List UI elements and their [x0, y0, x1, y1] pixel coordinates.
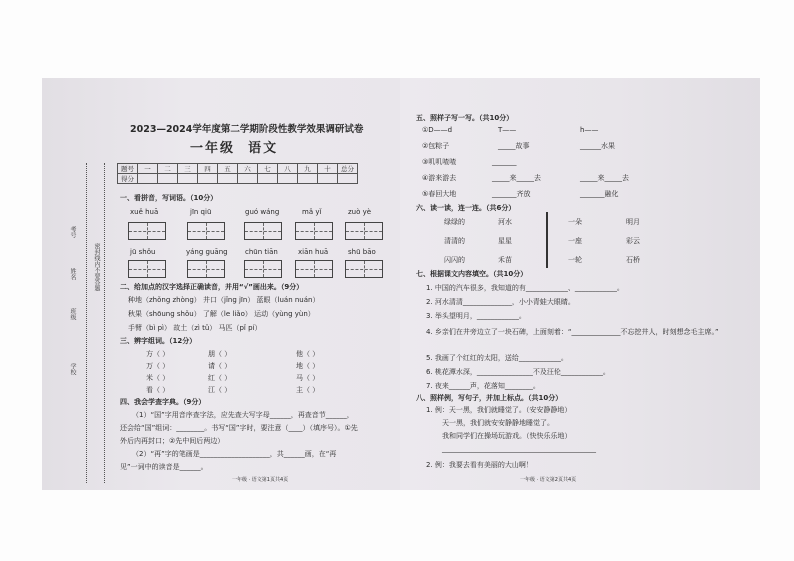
pinyin: yáng guāng [186, 248, 228, 256]
word-group-item: 看（ ） [146, 386, 170, 394]
fill-line: 4. 乡亲们在井旁边立了一块石碑，上面刻着：“______________不忘挖井人，时刻想念毛主席。” [426, 328, 719, 336]
match-item[interactable]: 闪闪的 [444, 256, 465, 264]
pattern-item: ①D——d [422, 126, 453, 134]
dictionary-line: （1）“国”字用音序查字法，应先查大写字母______，再查音节______， [132, 411, 354, 419]
score-cell: 八 [278, 164, 298, 174]
dictionary-line: （2）“再”字的笔画是____________________，共______画，在“再 [132, 450, 337, 458]
word-group-item: 方（ ） [146, 350, 170, 358]
sentence-line: 1. 例：天一黑，我们就睡觉了。（安安静静地） [426, 406, 572, 414]
dictionary-line: 见”一词中的读音是______。 [120, 463, 208, 471]
writing-box[interactable] [128, 222, 166, 240]
score-cell: 七 [258, 164, 278, 174]
pinyin: zuò yè [348, 208, 372, 216]
match-item[interactable]: 石桥 [626, 256, 640, 264]
fill-line: 5. 我画了个红红的太阳，送给____________。 [426, 354, 568, 362]
section-8-title: 八、照样例，写句子，并加上标点。（共10分） [416, 394, 563, 402]
score-blank[interactable] [178, 174, 198, 184]
score-cell: 九 [298, 164, 318, 174]
reading-choice-line: 手臂（bì pì） 故土（zì tǔ） 马匹（pǐ pí） [128, 324, 262, 332]
sentence-line: 2. 例：我要去看有美丽的大山啊！ [426, 461, 533, 469]
match-item[interactable]: 清清的 [444, 237, 465, 245]
word-group-item: 朋（ ） [208, 350, 232, 358]
matching-divider [546, 212, 548, 268]
score-cell: 三 [178, 164, 198, 174]
word-group-item: 万（ ） [146, 362, 170, 370]
exam-title: 2023—2024学年度第二学期阶段性教学效果调研试卷 [130, 124, 364, 135]
section-1-title: 一、看拼音，写词语。（10分） [120, 194, 218, 202]
match-item[interactable]: 明月 [626, 218, 640, 226]
binding-line [86, 163, 87, 483]
binding-label-id: 考号 [69, 226, 76, 238]
word-group-item: 马（ ） [296, 374, 320, 382]
section-4-title: 四、我会学查字典。（9分） [120, 398, 206, 406]
word-group-item: 请（ ） [208, 362, 232, 370]
binding-label-name: 姓名 [69, 268, 76, 280]
pattern-item: ______水果 [580, 142, 615, 150]
pinyin: xiān huā [298, 248, 329, 256]
score-cell: 四 [198, 164, 218, 174]
answer-line[interactable]: ____________________________________________ [442, 445, 596, 453]
pattern-item: _____来_____去 [580, 174, 629, 182]
writing-box[interactable] [345, 222, 383, 240]
match-item[interactable]: 禾苗 [498, 256, 512, 264]
writing-box[interactable] [295, 222, 333, 240]
dictionary-line: 外后内再封口；②先中间后两边） [120, 437, 225, 445]
binding-warning: 密封线内不要答题 [93, 243, 100, 291]
word-group-item: 红（ ） [208, 374, 232, 382]
pinyin: jīn qiū [190, 208, 212, 216]
writing-box[interactable] [187, 222, 225, 240]
score-blank[interactable] [198, 174, 218, 184]
binding-label-school: 学校 [69, 363, 76, 375]
score-cell: 题号 [118, 164, 138, 174]
reading-choice-line: 种地（zhǒng zhòng） 井口（jǐng jīn） 蓝眼（luán nuán） [128, 296, 320, 304]
score-blank[interactable] [218, 174, 238, 184]
exam-page-left [42, 78, 400, 490]
score-blank[interactable] [318, 174, 338, 184]
score-blank[interactable] [278, 174, 298, 184]
sentence-line: 我和同学们在操场玩游戏。（快快乐乐地） [442, 432, 572, 440]
match-item[interactable]: 彩云 [626, 237, 640, 245]
score-blank[interactable] [338, 174, 358, 184]
score-cell: 二 [158, 164, 178, 174]
score-cell: 一 [138, 164, 158, 174]
fill-line: 6. 桃花潭水深，________________不及汪伦____________。 [426, 368, 610, 376]
match-item[interactable]: 一座 [568, 237, 582, 245]
pinyin: shū bāo [348, 248, 376, 256]
score-blank[interactable] [158, 174, 178, 184]
score-table-score-row [118, 174, 358, 184]
pattern-item: ②包粽子 [422, 142, 450, 150]
score-table-header-row [118, 164, 358, 174]
word-group-item: 主（ ） [296, 386, 320, 394]
pinyin: mǎ yǐ [302, 208, 322, 216]
score-blank[interactable] [238, 174, 258, 184]
match-item[interactable]: 星星 [498, 237, 512, 245]
page-footer-left: 一年级 · 语文第1页共4页 [232, 477, 289, 483]
score-table [117, 163, 358, 184]
match-item[interactable]: 一朵 [568, 218, 582, 226]
score-blank[interactable] [298, 174, 318, 184]
fill-line: 2. 河水清清______________，小小青蛙大眼睛。 [426, 298, 575, 306]
writing-box[interactable] [244, 222, 282, 240]
score-cell: 五 [218, 164, 238, 174]
match-item[interactable]: 一轮 [568, 256, 582, 264]
score-blank[interactable] [138, 174, 158, 184]
sentence-line: 天一黑，我们就安安静静地睡觉了。 [442, 419, 554, 427]
section-6-title: 六、读一读，连一连。（共6分） [416, 204, 516, 212]
writing-box[interactable] [345, 260, 383, 278]
pinyin: jū shǒu [130, 248, 156, 256]
pattern-item: ③叽叽喳喳 [422, 158, 457, 166]
reading-choice-line: 秋果（shōung shǒu） 了解（le liǎo） 运动（yùng yùn） [128, 310, 315, 318]
pattern-item: ④游来游去 [422, 174, 457, 182]
word-group-item: 他（ ） [296, 350, 320, 358]
word-group-item: 江（ ） [208, 386, 232, 394]
exam-subject-title: 一年级 语文 [190, 141, 279, 156]
dictionary-line: 还会给“国”组词：________。书写“国”字时，要注意（____）（填序号）。①先 [120, 424, 358, 432]
pattern-item: _____故事 [498, 142, 530, 150]
pinyin: chūn tiān [245, 248, 278, 256]
section-7-title: 七、根据课文内容填空。（共10分） [416, 270, 528, 278]
writing-box[interactable] [187, 260, 225, 278]
fill-line: 3. 举头望明月，____________。 [426, 312, 526, 320]
writing-box[interactable] [295, 260, 333, 278]
fill-line: 7. 夜来______声，花落知________。 [426, 382, 540, 390]
score-cell: 十 [318, 164, 338, 174]
word-group-item: 米（ ） [146, 374, 170, 382]
section-3-title: 三、辨字组词。（12分） [120, 337, 197, 345]
pattern-item: _______ [492, 158, 517, 166]
section-2-title: 二、给加点的汉字选择正确读音，并用“√”画出来。（9分） [120, 283, 304, 291]
writing-box[interactable] [128, 260, 166, 278]
score-cell: 得分 [118, 174, 138, 184]
fill-line: 1. 中国的汽车很多，我知道的有____________、____________。 [426, 284, 624, 292]
pattern-item: _____来_____去 [492, 174, 541, 182]
score-cell: 总分 [338, 164, 358, 174]
match-item[interactable]: 绿绿的 [444, 218, 465, 226]
pattern-item: T—— [498, 126, 517, 134]
match-item[interactable]: 河水 [498, 218, 512, 226]
page-footer-right: 一年级 · 语文第2页共4页 [520, 477, 577, 483]
pattern-item: _______融化 [580, 190, 619, 198]
score-cell: 六 [238, 164, 258, 174]
pattern-item: h—— [580, 126, 599, 134]
word-group-item: 地（ ） [296, 362, 320, 370]
pinyin: guó wáng [245, 208, 280, 216]
pattern-item: ⑤春回大地 [422, 190, 457, 198]
score-blank[interactable] [258, 174, 278, 184]
writing-box[interactable] [244, 260, 282, 278]
exam-page-right [400, 78, 760, 490]
pinyin: xuě huā [130, 208, 159, 216]
pattern-item: _______齐放 [492, 190, 531, 198]
binding-label-class: 班级 [69, 308, 76, 320]
binding-line [104, 163, 105, 483]
section-5-title: 五、照样子写一写。（共10分） [416, 114, 514, 122]
